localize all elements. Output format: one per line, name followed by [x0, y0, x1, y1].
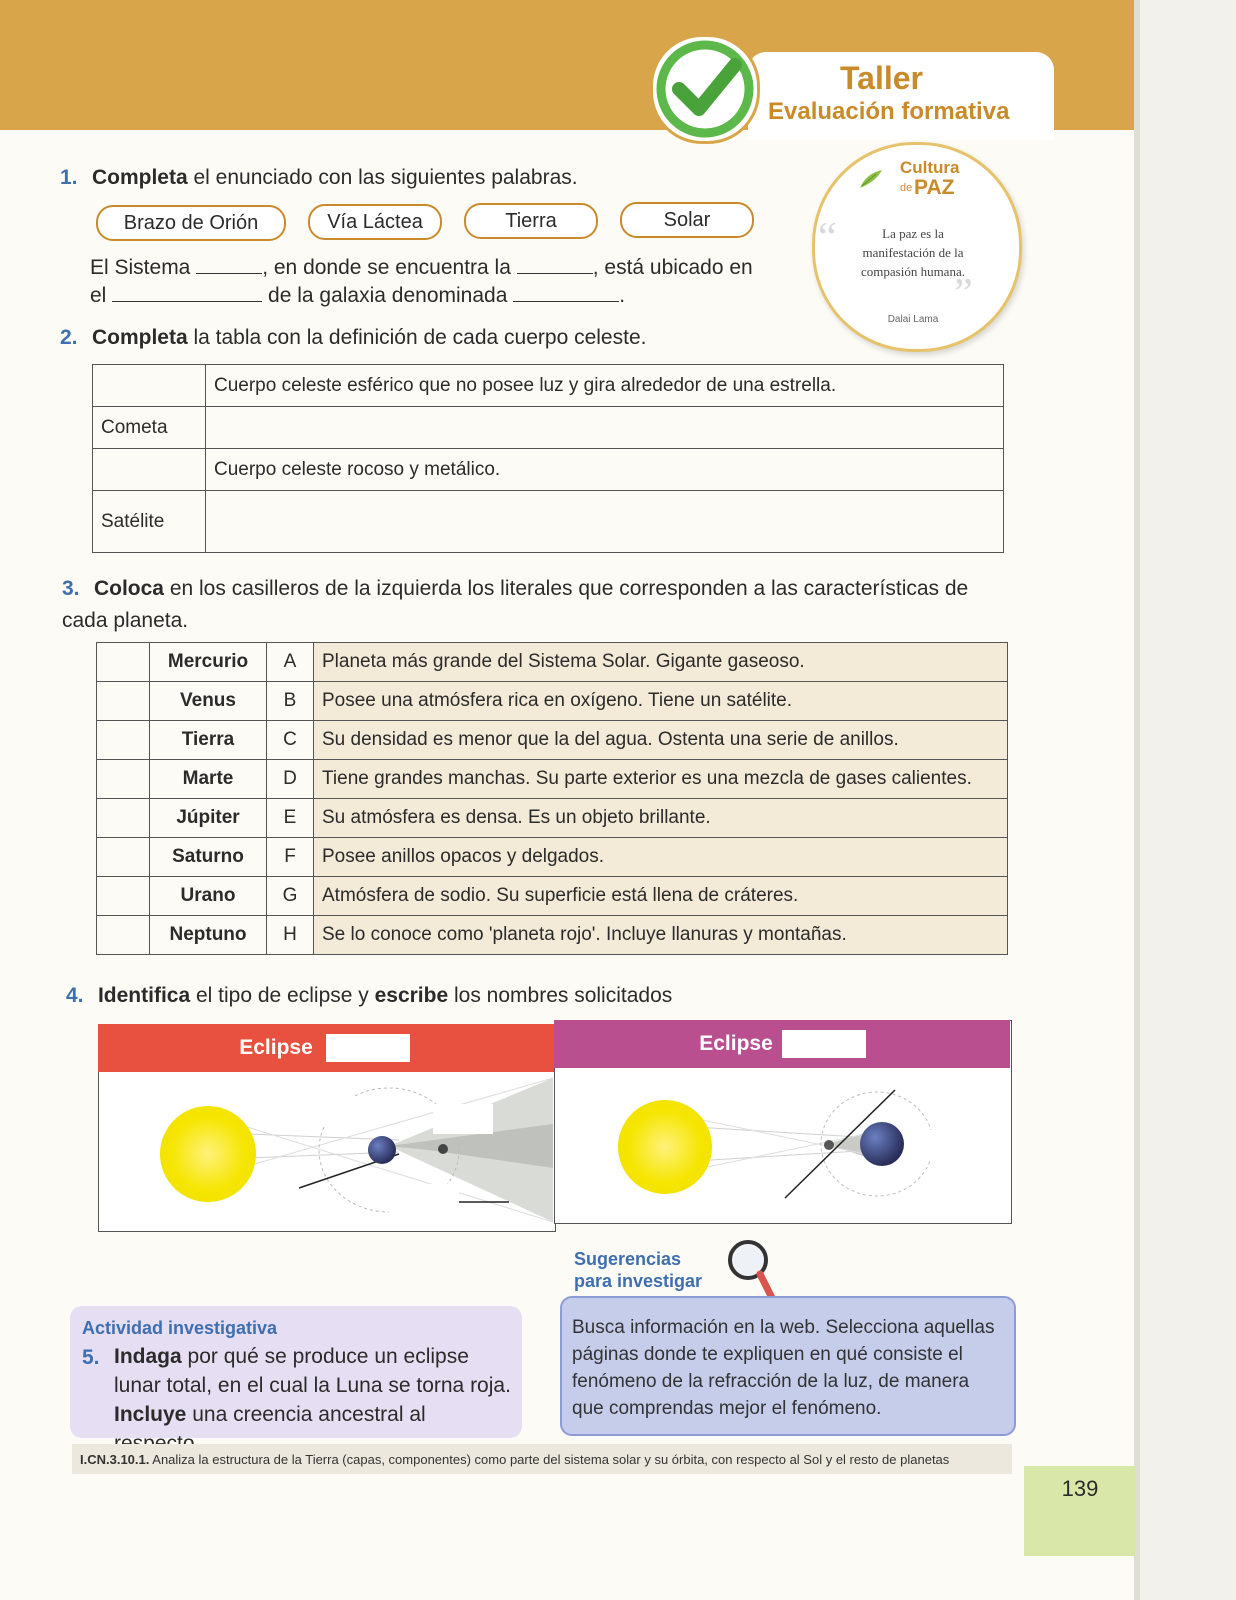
planet-description: Su densidad es menor que la del agua. Ostenta una serie de anillos.	[314, 721, 1008, 760]
answer-box[interactable]	[97, 799, 150, 838]
table-row	[93, 449, 1004, 491]
name-cell[interactable]	[93, 365, 206, 407]
planet-letter: D	[267, 760, 314, 799]
table-row	[97, 838, 1008, 877]
question-number: 4.	[66, 984, 84, 1007]
planets-table	[96, 642, 1008, 955]
earth-icon	[860, 1122, 904, 1166]
moon-icon	[438, 1144, 448, 1154]
blank-field[interactable]	[517, 255, 593, 274]
word-chip: Brazo de Orión	[96, 205, 286, 241]
table-row	[97, 760, 1008, 799]
open-quote-icon: “	[818, 215, 837, 261]
planet-description: Atmósfera de sodio. Su superficie está llena de cráteres.	[314, 877, 1008, 916]
blank-field[interactable]	[112, 283, 262, 302]
planet-letter: C	[267, 721, 314, 760]
question-verb: Incluye	[114, 1403, 187, 1426]
planet-name: Neptuno	[150, 916, 267, 955]
answer-box[interactable]	[97, 916, 150, 955]
question-verb: Identifica	[97, 984, 191, 1007]
question-text: el enunciado con las siguientes palabras.	[187, 166, 578, 189]
planet-description: Tiene grandes manchas. Su parte exterior es una mezcla de gases calientes.	[314, 760, 1008, 799]
de-label: de	[900, 182, 913, 194]
page-subtitle: Evaluación formativa	[768, 98, 1010, 125]
eclipse-label: Eclipse	[239, 1036, 313, 1059]
planet-name: Júpiter	[150, 799, 267, 838]
peace-quote: La paz es la manifestación de la compasión humana.	[861, 226, 965, 279]
planet-description: Su atmósfera es densa. Es un objeto brillante.	[314, 799, 1008, 838]
planet-name: Urano	[150, 877, 267, 916]
eclipse-type-field[interactable]	[326, 1034, 410, 1062]
planet-name: Marte	[150, 760, 267, 799]
fill-sentence-line-1: El Sistema , en donde se encuentra la , está ubicado en	[90, 256, 753, 279]
page-number: 139	[1024, 1466, 1136, 1556]
cultura-label: Cultura	[900, 158, 960, 177]
quote-author: Dalai Lama	[887, 314, 939, 325]
answer-box[interactable]	[97, 838, 150, 877]
answer-box[interactable]	[97, 760, 150, 799]
sugerencias-text: Busca información en la web. Selecciona aquellas páginas donde te expliquen en qué consiste el fenómeno de la refracción de la luz, de manera que comprendas mejor el fenómeno.	[572, 1317, 995, 1419]
name-cell[interactable]	[93, 449, 206, 491]
sugerencias-title: Sugerencias para investigar	[574, 1249, 703, 1291]
question-verb: Indaga	[114, 1345, 182, 1368]
question-number: 3.	[62, 577, 80, 600]
actividad-title: Actividad investigativa	[82, 1318, 278, 1338]
planet-letter: G	[267, 877, 314, 916]
planet-description: Posee anillos opacos y delgados.	[314, 838, 1008, 877]
celestial-bodies-table	[92, 364, 1004, 553]
close-quote-icon: ”	[954, 271, 973, 317]
fill-sentence-line-2: el de la galaxia denominada .	[90, 284, 626, 307]
footer-criterion: I.CN.3.10.1. Analiza la estructura de la Tierra (capas, componentes) como parte del sistema solar y su órbita, con respecto al Sol y el resto de planetas	[80, 1452, 950, 1467]
planet-name: Tierra	[150, 721, 267, 760]
moon-icon	[824, 1140, 834, 1150]
table-row	[97, 721, 1008, 760]
question-verb: Completa	[91, 166, 188, 189]
planet-letter: E	[267, 799, 314, 838]
blank-field[interactable]	[196, 255, 262, 274]
sun-icon	[160, 1106, 256, 1202]
earth-icon	[368, 1136, 396, 1164]
question-number: 1.	[60, 166, 78, 189]
table-row	[97, 643, 1008, 682]
table-row	[93, 407, 1004, 449]
blank-field[interactable]	[513, 283, 619, 302]
answer-box[interactable]	[97, 682, 150, 721]
planet-name: Venus	[150, 682, 267, 721]
page-margin	[1140, 0, 1236, 1600]
planet-description: Posee una atmósfera rica en oxígeno. Tiene un satélite.	[314, 682, 1008, 721]
eclipse-type-field[interactable]	[782, 1030, 866, 1058]
page-title: Taller	[840, 60, 923, 96]
question-number: 2.	[60, 326, 78, 349]
table-row	[93, 365, 1004, 407]
name-cell: Satélite	[93, 491, 206, 553]
definition-cell: Cuerpo celeste rocoso y metálico.	[206, 449, 1004, 491]
sun-icon	[618, 1100, 712, 1194]
word-chip: Tierra	[464, 203, 598, 239]
planet-description: Se lo conoce como 'planeta rojo'. Incluye llanuras y montañas.	[314, 916, 1008, 955]
table-row	[97, 799, 1008, 838]
question-verb: Completa	[91, 326, 188, 349]
definition-cell: Cuerpo celeste esférico que no posee luz y gira alrededor de una estrella.	[206, 365, 1004, 407]
planet-letter: A	[267, 643, 314, 682]
eclipse-label: Eclipse	[699, 1032, 773, 1055]
table-row	[93, 491, 1004, 553]
question-verb: Coloca	[93, 577, 164, 600]
definition-cell[interactable]	[206, 491, 1004, 553]
planet-name: Mercurio	[150, 643, 267, 682]
word-chip: Solar	[620, 202, 754, 238]
name-cell: Cometa	[93, 407, 206, 449]
table-row	[97, 916, 1008, 955]
word-chip: Vía Láctea	[308, 204, 442, 240]
answer-box[interactable]	[97, 877, 150, 916]
answer-box[interactable]	[97, 721, 150, 760]
page-edge	[1134, 0, 1140, 1600]
planet-letter: F	[267, 838, 314, 877]
question-number: 5.	[82, 1346, 100, 1369]
question-1	[60, 166, 578, 190]
question-3	[62, 574, 1012, 638]
planet-letter: B	[267, 682, 314, 721]
definition-cell[interactable]	[206, 407, 1004, 449]
question-4: 4. Identifica el tipo de eclipse y escribe los nombres solicitados	[66, 984, 673, 1007]
planet-letter: H	[267, 916, 314, 955]
paz-label: PAZ	[914, 176, 955, 199]
planet-description: Planeta más grande del Sistema Solar. Gigante gaseoso.	[314, 643, 1008, 682]
leaf-icon	[858, 168, 884, 195]
check-icon	[650, 34, 760, 144]
table-row	[97, 682, 1008, 721]
question-text: la tabla con la definición de cada cuerpo celeste.	[187, 326, 647, 349]
planet-name: Saturno	[150, 838, 267, 877]
question-2	[60, 326, 646, 350]
actividad-text: Indaga por qué se produce un eclipse lunar total, en el cual la Luna se torna roja. Incluye una creencia ancestral al	[114, 1345, 511, 1426]
question-text: en los casilleros de la izquierda los literales que corresponden a las características de cada planeta.	[62, 577, 969, 632]
table-row	[97, 877, 1008, 916]
question-verb: escribe	[374, 984, 449, 1007]
answer-box[interactable]	[97, 643, 150, 682]
